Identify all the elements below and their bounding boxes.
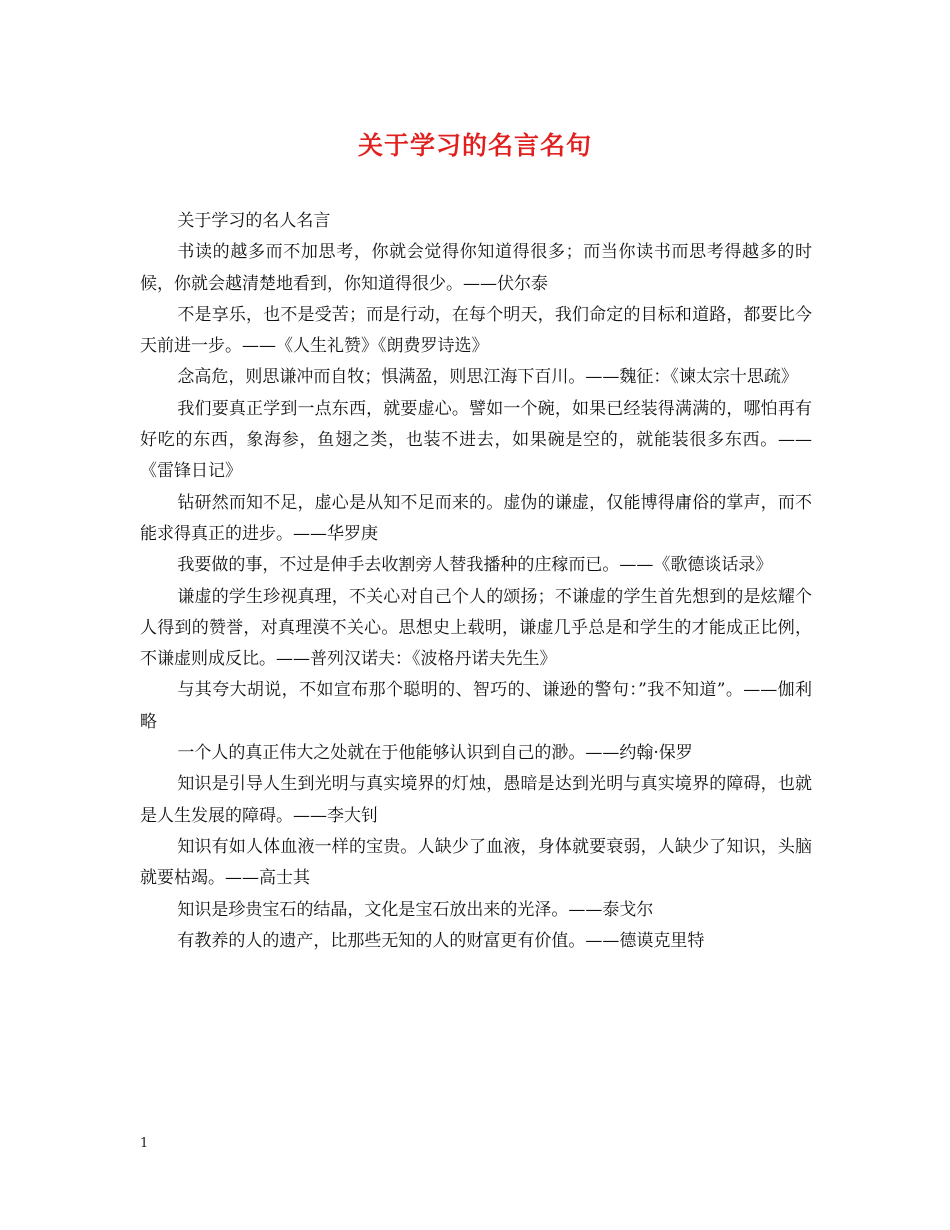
paragraph-heading: 关于学习的名人名言 [177,211,331,231]
quote-paragraph: 钻研然而知不足，虚心是从知不足而来的。虚伪的谦虚，仅能博得庸俗的掌声，而不能求得真正的进步。——华罗庚 [140,492,812,544]
quote-paragraph: 我们要真正学到一点东西，就要虚心。譬如一个碗，如果已经装得满满的，哪怕再有好吃的东西，象海参，鱼翅之类，也装不进去，如果碗是空的，就能装很多东西。——《雷锋日记》 [140,398,812,482]
quote-paragraph: 知识有如人体血液一样的宝贵。人缺少了血液，身体就要衰弱，人缺少了知识，头脑就要枯竭。——高士其 [140,836,812,889]
document-title: 关于学习的名言名句 [357,131,592,160]
quote-paragraph: 谦虚的学生珍视真理，不关心对自己个人的颂扬；不谦虚的学生首先想到的是炫耀个人得到的赞誉，对真理漠不关心。思想史上载明，谦虚几乎总是和学生的才能成正比例，不谦虚则成反比。——普列汉诺夫：《波格丹诺夫先生》 [140,586,812,670]
quote-paragraph: 知识是珍贵宝石的结晶，文化是宝石放出来的光泽。——泰戈尔 [177,899,654,920]
quote-paragraph: 念高危，则思谦冲而自牧；惧满盈，则思江海下百川。——魏征：《谏太宗十思疏》 [177,367,798,388]
quote-paragraph: 书读的越多而不加思考，你就会觉得你知道得很多；而当你读书而思考得越多的时候，你就会越清楚地看到，你知道得很少。——伏尔泰 [140,242,812,294]
quote-paragraph: 知识是引导人生到光明与真实境界的灯烛，愚暗是达到光明与真实境界的障碍，也就是人生发展的障碍。——李大钊 [140,774,812,826]
quote-paragraph: 有教养的人的遗产，比那些无知的人的财富更有价值。——德谟克里特 [177,930,705,951]
quote-paragraph: 不是享乐，也不是受苦；而是行动，在每个明天，我们命定的目标和道路，都要比今天前进一步。——《人生礼赞》《朗费罗诗选》 [140,304,812,357]
quote-paragraph: 我要做的事，不过是伸手去收割旁人替我播种的庄稼而已。——《歌德谈话录》 [177,555,773,576]
quote-paragraph: 与其夸大胡说，不如宣布那个聪明的、智巧的、谦逊的警句：”我不知道”。——伽利略 [140,680,812,732]
quote-paragraph: 一个人的真正伟大之处就在于他能够认识到自己的渺。——约翰·保罗 [177,743,693,764]
page-number: 1 [140,1136,149,1151]
document-body [140,206,812,957]
